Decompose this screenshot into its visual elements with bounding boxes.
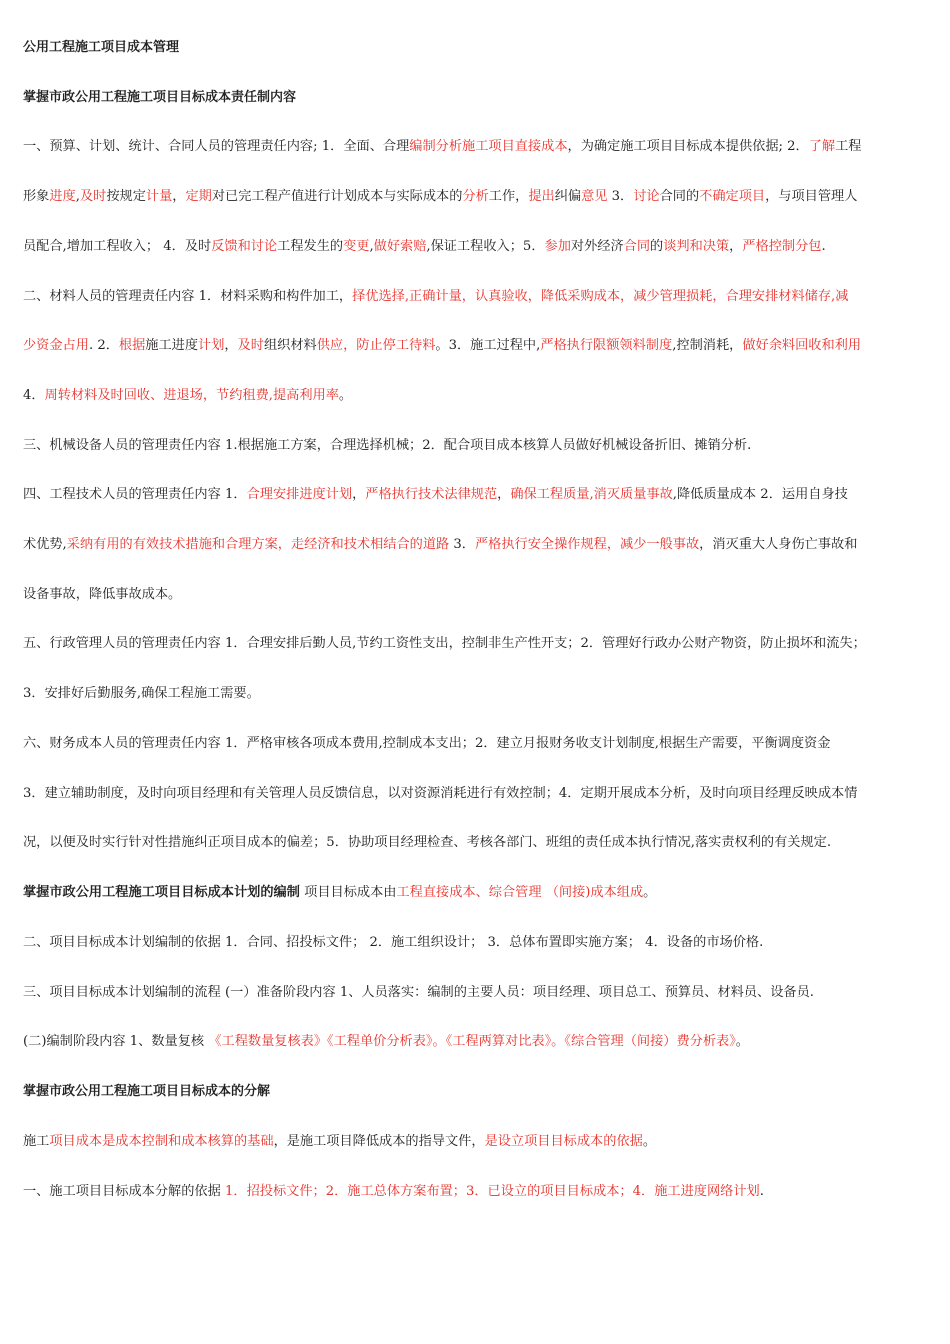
paragraph-line	[23, 483, 936, 507]
highlighted-text: 严格控制分包	[742, 239, 822, 254]
highlighted-text: 进度	[49, 189, 76, 204]
highlighted-text: 参加	[544, 239, 571, 254]
highlighted-text: 计划	[198, 338, 225, 353]
highlighted-text: 合理安排进度计划	[246, 487, 353, 502]
text-segment: 公用工程施工项目成本管理	[23, 40, 180, 55]
highlighted-text: 周转材料及时回收、进退场，节约租费,提高利用率	[44, 388, 339, 403]
text-segment: . 2．	[88, 338, 119, 353]
paragraph-line	[23, 434, 936, 458]
text-segment: ，	[729, 239, 743, 254]
highlighted-text: 项目成本是成本控制和成本核算的基础	[49, 1134, 274, 1149]
text-segment: 工程	[835, 139, 862, 154]
text-segment: 三、项目目标成本计划编制的流程 (一）准备阶段内容 1、人员落实：编制的主要人员：项目经理、项目总工、预算员、材料员、设备员.	[23, 985, 814, 1000]
paragraph-line	[23, 782, 936, 806]
text-segment: 五、行政管理人员的管理责任内容 1．合理安排后勤人员,节约工资性支出，控制非生产性开支；2．管理好行政办公财产物资，防止损坏和流失；	[23, 636, 866, 651]
highlighted-text: 严格执行技术法律规范	[365, 487, 498, 502]
highlighted-text: 确保工程质量,消灭质量事故	[510, 487, 673, 502]
paragraph-line	[23, 981, 936, 1005]
text-segment: 形象	[23, 189, 50, 204]
highlighted-text: 提出	[528, 189, 555, 204]
text-segment: ，是施工项目降低成本的指导文件，	[273, 1134, 485, 1149]
text-segment: 术优势,	[23, 537, 67, 552]
text-segment: ，	[497, 487, 511, 502]
text-segment: ，	[224, 338, 238, 353]
highlighted-text: 了解	[808, 139, 836, 154]
text-segment: ，	[352, 487, 366, 502]
highlighted-text: 讨论	[633, 189, 660, 204]
text-segment: 4．	[23, 388, 45, 403]
paragraph-line	[23, 384, 936, 408]
paragraph-line	[23, 1130, 936, 1154]
paragraph-line	[23, 1180, 936, 1204]
text-segment: 3．	[607, 189, 634, 204]
paragraph-line	[23, 632, 936, 656]
highlighted-text: 做好索赔	[373, 239, 427, 254]
text-segment: 施工	[23, 1134, 50, 1149]
text-segment: ,降低质量成本 2．运用自身技	[672, 487, 848, 502]
highlighted-text: 及时	[237, 338, 264, 353]
text-segment: ,控制消耗，	[672, 338, 743, 353]
text-segment: 一、施工项目目标成本分解的依据	[23, 1184, 226, 1199]
text-segment: 况，以便及时实行针对性措施纠正项目成本的偏差；5．协助项目经理检查、考核各部门、班组的责任成本执行情况,落实责权利的有关规定.	[23, 835, 832, 850]
text-segment: 组织材料	[263, 338, 317, 353]
highlighted-text: 分析	[462, 189, 489, 204]
text-segment: 。	[642, 1134, 656, 1149]
highlighted-text: 工程直接成本、综合管理 （间接)成本组成	[396, 885, 644, 900]
text-segment: ，与项目管理人	[765, 189, 858, 204]
text-segment: 掌握市政公用工程施工项目目标成本计划的编制	[23, 885, 300, 900]
highlighted-text: 编制分析施工项目直接成本	[409, 139, 568, 154]
paragraph-line	[23, 334, 936, 358]
highlighted-text: 做好余料回收和利用	[742, 338, 862, 353]
paragraph-line	[23, 533, 936, 557]
text-segment: 。	[338, 388, 353, 403]
text-segment: ，消灭重大人身伤亡事故和	[699, 537, 858, 552]
text-segment: 对外经济	[570, 239, 624, 254]
paragraph-line	[23, 732, 936, 756]
text-segment: 一、预算、计划、统计、合同人员的管理责任内容; 1．全面、合理	[23, 139, 410, 154]
text-segment: 。3．施工过程中,	[435, 338, 541, 353]
text-segment: ，	[172, 189, 186, 204]
highlighted-text: 合同	[623, 239, 651, 254]
highlighted-text: 及时	[79, 189, 107, 204]
highlighted-text: 1．招投标文件；2．施工总体方案布置；3．已设立的项目目标成本；4．施工进度网络计划	[225, 1184, 760, 1199]
paragraph-line	[23, 881, 936, 905]
text-segment: .	[821, 239, 826, 254]
paragraph-line	[23, 583, 936, 607]
text-segment: 。	[643, 885, 657, 900]
text-segment: 3．	[449, 537, 475, 552]
text-segment: ,	[75, 189, 80, 204]
text-segment: 员配合,增加工程收入； 4．及时	[23, 239, 212, 254]
text-segment: 二、材料人员的管理责任内容 1．材料采购和构件加工，	[23, 289, 353, 304]
text-segment: 设备事故，降低事故成本。	[23, 587, 182, 602]
text-segment: 四、工程技术人员的管理责任内容 1．	[23, 487, 247, 502]
highlighted-text: 《工程数量复核表》《工程单价分析表》。《工程两算对比表》。《综合管理（间接）费分析表》	[208, 1034, 736, 1049]
highlighted-text: 变更	[343, 239, 370, 254]
paragraph-line	[23, 931, 936, 955]
highlighted-text: 根据	[118, 338, 146, 353]
highlighted-text: 反馈和讨论	[211, 239, 278, 254]
text-segment: 按规定	[106, 189, 146, 204]
text-segment: 。	[735, 1034, 749, 1049]
paragraph-line	[23, 285, 936, 309]
highlighted-text: 计量	[145, 189, 173, 204]
text-segment: 二、项目目标成本计划编制的依据 1．合同、招投标文件； 2．施工组织设计； 3．总体布置即实施方案； 4．设备的市场价格.	[23, 935, 764, 950]
text-segment: ,	[369, 239, 374, 254]
highlighted-text: 定期	[185, 189, 212, 204]
text-segment: 项目目标成本由	[299, 885, 397, 900]
text-segment: 施工进度	[145, 338, 199, 353]
section-heading	[23, 86, 936, 110]
text-segment: 纠偏	[554, 189, 582, 204]
highlighted-text: 少资金占用	[23, 338, 89, 353]
text-segment: 的	[650, 239, 664, 254]
text-segment: ,保证工程收入；5．	[426, 239, 545, 254]
highlighted-text: 严格执行限额领料制度	[540, 338, 673, 353]
text-segment: 工程发生的	[277, 239, 344, 254]
text-segment: 工作，	[488, 189, 529, 204]
highlighted-text: 是设立项目目标成本的依据	[484, 1134, 643, 1149]
section-heading	[23, 36, 936, 60]
paragraph-line	[23, 135, 936, 159]
text-segment: 掌握市政公用工程施工项目目标成本的分解	[23, 1084, 271, 1099]
text-segment: 三、机械设备人员的管理责任内容 1.根据施工方案，合理选择机械；2．配合项目成本核算人员做好机械设备折旧、摊销分析.	[23, 438, 752, 453]
paragraph-line	[23, 831, 936, 855]
text-segment: .	[759, 1184, 764, 1199]
highlighted-text: 严格执行安全操作规程，减少一般事故	[474, 537, 700, 552]
text-segment: 3．建立辅助制度，及时向项目经理和有关管理人员反馈信息，以对资源消耗进行有效控制；4．定期开展成本分析，及时向项目经理反映成本情	[23, 786, 858, 801]
highlighted-text: 不确定项目	[699, 189, 766, 204]
text-segment: (二)编制阶段内容 1、数量复核	[23, 1034, 209, 1049]
text-segment: 合同的	[659, 189, 700, 204]
highlighted-text: 意见	[581, 189, 608, 204]
text-segment: 六、财务成本人员的管理责任内容 1．严格审核各项成本费用,控制成本支出；2．建立月报财务收支计划制度,根据生产需要，平衡调度资金	[23, 736, 831, 751]
paragraph-line	[23, 235, 936, 259]
paragraph-line	[23, 185, 936, 209]
text-segment: ，为确定施工项目目标成本提供依据; 2．	[567, 139, 809, 154]
text-segment: 掌握市政公用工程施工项目目标成本责任制内容	[23, 90, 297, 105]
highlighted-text: 择优选择,正确计量，认真验收，降低采购成本，减少管理损耗，合理安排材料储存,减	[352, 289, 849, 304]
section-heading	[23, 1080, 936, 1104]
highlighted-text: 采纳有用的有效技术措施和合理方案，走经济和技术相结合的道路	[66, 537, 450, 552]
text-segment: 3．安排好后勤服务,确保工程施工需要。	[23, 686, 260, 701]
text-segment: 对已完工程产值进行计划成本与实际成本的	[211, 189, 463, 204]
highlighted-text: 供应，防止停工待料	[316, 338, 436, 353]
paragraph-line	[23, 1030, 936, 1054]
paragraph-line	[23, 682, 936, 706]
highlighted-text: 谈判和决策	[663, 239, 730, 254]
